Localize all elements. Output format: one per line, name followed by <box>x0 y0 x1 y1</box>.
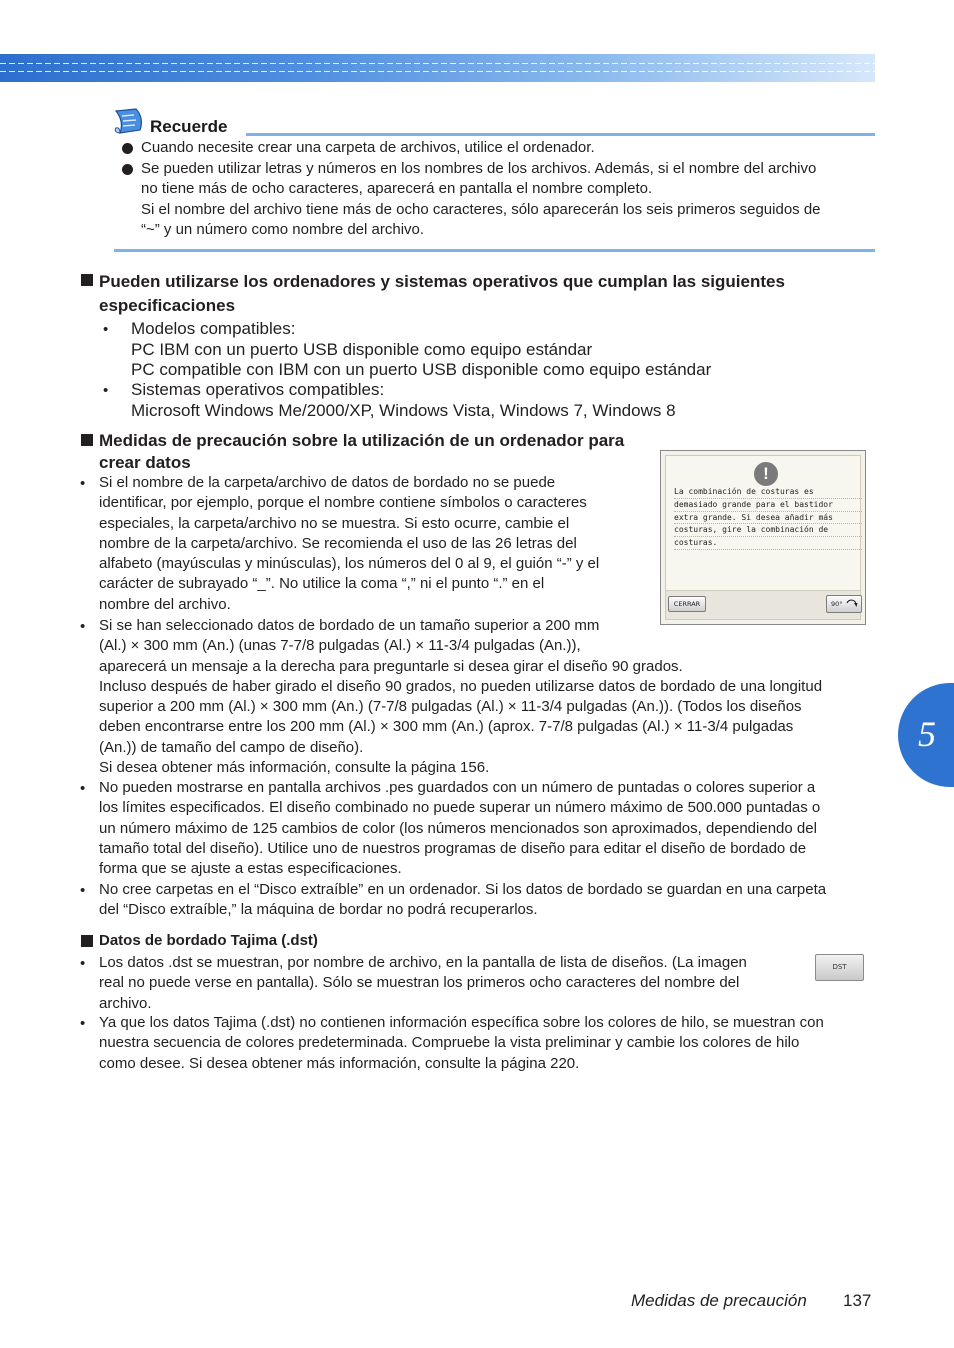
recuerde-rule-top <box>246 133 875 136</box>
section3-bullet-2: Ya que los datos Tajima (.dst) no contienen información específica sobre los colores de hilo, se muestran con nuestra secuencia de colores predeterminada. Compruebe la vista preliminar y cambie los colores de hilo como desee. Si desea obtener más información, consulte la página 220. <box>99 1014 824 1072</box>
section2-bullet-1: Si el nombre de la carpeta/archivo de datos de bordado no se puede identificar, por ejemplo, porque el nombre contiene símbolos o caracteres especiales, la carpeta/archivo no se muestra. Si esto ocurre, cambie el nombre de la carpeta/archivo. Se recomienda el uso de las 26 letras del alfabeto (mayúsculas y minúsculas), los números del 0 al 9, el guión “-” y el carácter de subrayado “_”. No utilice la coma “,” ni el punto “.” en el nombre del archivo. <box>99 474 600 613</box>
rotate-90-button[interactable] <box>826 595 862 613</box>
machine-screen-dialog <box>660 450 866 625</box>
section1-bullet-2: Sistemas operativos compatibles: Microsoft Windows Me/2000/XP, Windows Vista, Windows 7, Windows 8 <box>131 380 676 420</box>
bullet-icon: • <box>80 1015 86 1032</box>
section2-heading: Medidas de precaución sobre la utilización de un ordenador para crear datos <box>99 431 625 472</box>
section-square-icon <box>81 274 93 286</box>
dst-button[interactable]: DST <box>815 954 864 981</box>
footer-page-number: 137 <box>843 1291 872 1310</box>
section2-bullet-3: No pueden mostrarse en pantalla archivos .pes guardados con un número de puntadas o colores superior a los límites especificados. El diseño combinado no puede superar un número máximo de 500.000 puntadas o un número máximo de 125 cambios de color (los números mencionados son aproximados, dependiendo del tamaño total del diseño). Utilice uno de nuestros programas de diseño para editar el diseño de bordado de forma que se ajuste a estas especificaciones. <box>99 779 821 878</box>
cerrar-button[interactable]: CERRAR <box>668 596 706 612</box>
section1-heading: Pueden utilizarse los ordenadores y sistemas operativos que cumplan las siguientes especificaciones <box>99 272 785 315</box>
bullet-dot-icon <box>122 164 133 175</box>
bullet-icon: • <box>103 382 109 399</box>
bullet-icon: • <box>80 618 86 635</box>
section-square-icon <box>81 935 93 947</box>
screen-message: La combinación de costuras es demasiado grande para el bastidor extra grande. Si desea añadir más costuras, gire la combinación de costuras. <box>674 486 862 550</box>
warning-icon: ! <box>754 462 778 486</box>
screen-panel <box>665 455 861 620</box>
rotate-label: 90° <box>831 600 843 608</box>
section2-bullet-4: No cree carpetas en el “Disco extraíble” en un ordenador. Si los datos de bordado se guardan en una carpeta del “Disco extraíble,” la máquina de bordar no podrá recuperarlos. <box>99 881 827 919</box>
recuerde-rule-bottom <box>114 249 875 252</box>
memo-note-icon <box>112 108 146 138</box>
section3-heading: Datos de bordado Tajima (.dst) <box>99 932 318 949</box>
rotate-arrow-icon <box>846 599 858 609</box>
screen-button-bar <box>666 590 860 619</box>
bullet-icon: • <box>103 321 109 338</box>
bullet-dot-icon <box>122 143 133 154</box>
footer-section-title: Medidas de precaución <box>631 1291 807 1310</box>
section1-bullet-1: Modelos compatibles: PC IBM con un puerto USB disponible como equipo estándar PC compatible con IBM con un puerto USB disponible como equipo estándar <box>131 319 712 379</box>
chapter-tab <box>898 683 954 787</box>
bullet-icon: • <box>80 955 86 972</box>
bullet-icon: • <box>80 882 86 899</box>
section2-bullet-2: Si se han seleccionado datos de bordado de un tamaño superior a 200 mm (Al.) × 300 mm (An.) (unas 7-7/8 pulgadas (Al.) × 11-3/4 pulgadas (An.)), aparecerá un mensaje a la derecha para preguntarle si desea girar el diseño 90 grados. Incluso después de haber girado el diseño 90 grados, no pueden utilizarse datos de bordado de una longitud superior a 200 mm (Al.) × 300 mm (An.) (7-7/8 pulgadas (Al.) × 11-3/4 pulgadas (An.)). (Todos los diseños deben encontrarse entre los 200 mm (Al.) × 300 mm (An.) (aprox. 7-7/8 pulgadas (Al.) × 11-3/4 pulgadas (An.)) de tamaño del campo de diseño). Si desea obtener más información, consulte la página 156. <box>99 617 823 777</box>
bullet-icon: • <box>80 475 86 492</box>
section3-bullet-1: Los datos .dst se muestran, por nombre de archivo, en la pantalla de lista de diseños. (La imagen real no puede verse en pantalla). Sólo se muestran los primeros ocho caracteres del nombre del archivo. <box>99 954 747 1012</box>
recuerde-item-1: Cuando necesite crear una carpeta de archivos, utilice el ordenador. <box>141 139 595 156</box>
header-banner <box>0 54 875 82</box>
bullet-icon: • <box>80 780 86 797</box>
chapter-number: 5 <box>918 714 936 754</box>
recuerde-title: Recuerde <box>150 117 228 136</box>
recuerde-item-2: Se pueden utilizar letras y números en los nombres de los archivos. Además, si el nombre del archivo no tiene más de ocho caracteres, aparecerá en pantalla el nombre completo. Si el nombre del archivo tiene más de ocho caracteres, sólo aparecerán los seis primeros seguidos de “~” y un número como nombre del archivo. <box>141 160 821 238</box>
section-square-icon <box>81 434 93 446</box>
